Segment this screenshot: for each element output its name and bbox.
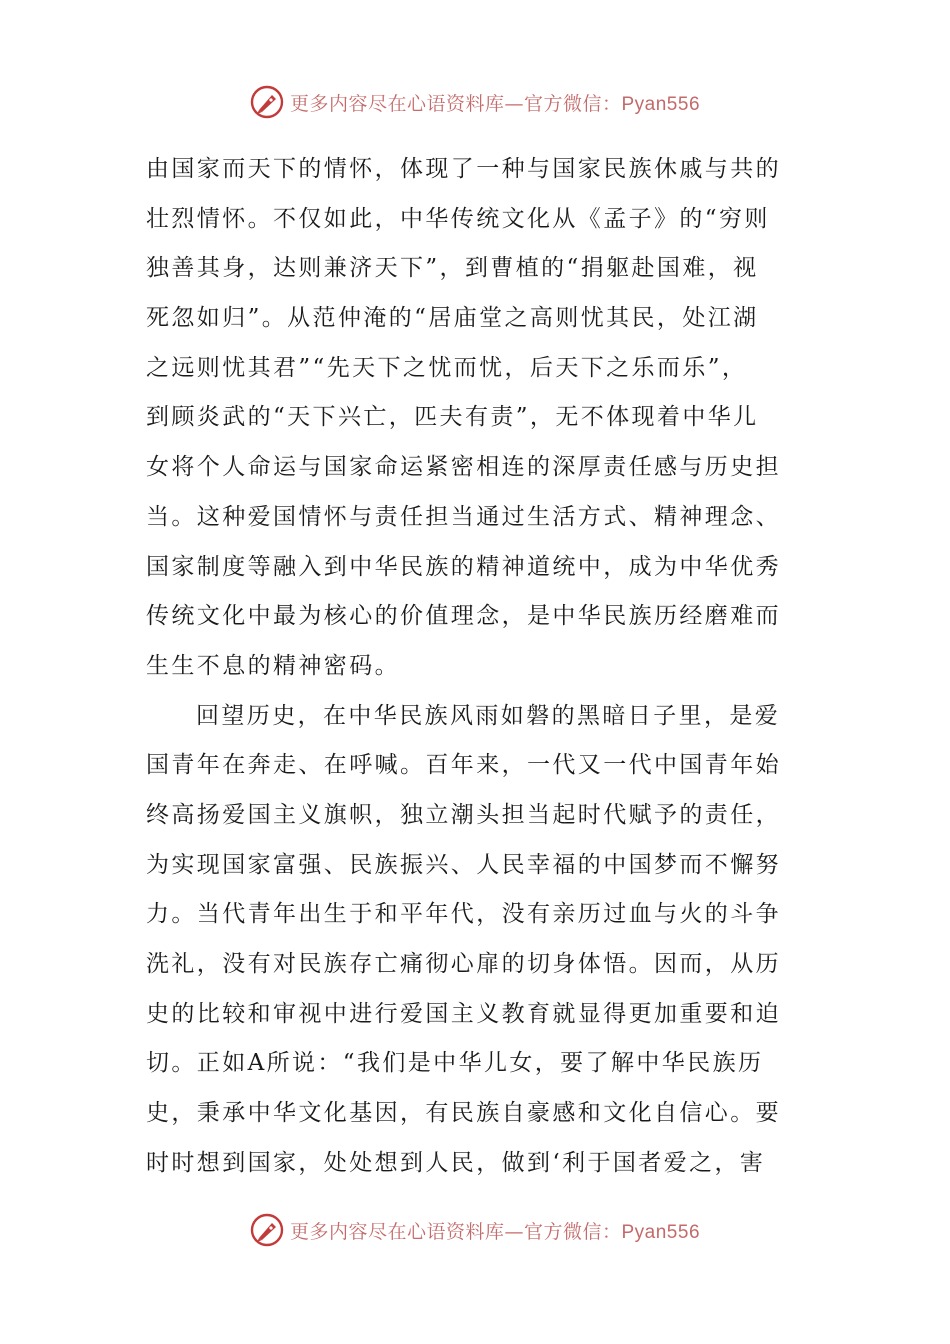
header-watermark-banner: [0, 82, 950, 122]
watermark-group: [250, 1213, 700, 1247]
text-line: 由国家而天下的情怀，体现了一种与国家民族休戚与共的: [146, 156, 781, 182]
watermark-group: [250, 85, 700, 119]
watermark-site-text: 更多内容尽在心语资料库—官方微信：: [289, 92, 622, 115]
text-line: 切。正如A所说：“我们是中华儿女，要了解中华民族历: [146, 1050, 764, 1077]
text-line: 国青年在奔走、在呼喊。百年来，一代又一代中国青年始: [146, 752, 781, 779]
text-line: 之远则忧其君”“先天下之忧而忧，后天下之乐而乐”，: [146, 354, 748, 381]
text-line: 死忽如归”。从范仲淹的“居庙堂之高则忧其民，处江湖: [146, 305, 759, 332]
text-line: 终高扬爱国主义旗帜，独立潮头担当起时代赋予的责任，: [146, 801, 781, 828]
footer-watermark-banner: [0, 1210, 950, 1250]
text-line: 时时想到国家，处处想到人民，做到‘利于国者爱之，害: [146, 1149, 766, 1176]
watermark-text: [290, 1217, 700, 1244]
text-line: 回望历史，在中华民族风雨如磐的黑暗日子里，是爱: [196, 702, 781, 729]
text-line: 洗礼，没有对民族存亡痛彻心扉的切身体悟。因而，从历: [146, 951, 781, 977]
watermark-site-text: 更多内容尽在心语资料库—官方微信：: [289, 1220, 622, 1243]
text-line: 独善其身，达则兼济天下”，到曹植的“捐躯赴国难，视: [146, 255, 759, 282]
text-line: 当。这种爱国情怀与责任担当通过生活方式、精神理念、: [146, 503, 781, 530]
text-line: 力。当代青年出生于和平年代，没有亲历过血与火的斗争: [146, 901, 781, 928]
text-line: 到顾炎武的“天下兴亡，匹夫有责”，无不体现着中华儿: [146, 404, 759, 431]
text-line: 史，秉承中华文化基因，有民族自豪感和文化自信心。要: [146, 1100, 781, 1127]
watermark-wechat-id: Pyan556: [621, 1221, 701, 1243]
watermark-text: [290, 89, 700, 116]
text-line: 为实现国家富强、民族振兴、人民幸福的中国梦而不懈努: [146, 851, 781, 878]
document-body: [146, 145, 786, 1188]
text-line: 传统文化中最为核心的价值理念，是中华民族历经磨难而: [146, 603, 781, 630]
text-line: 史的比较和审视中进行爱国主义教育就显得更加重要和迫: [146, 1000, 781, 1027]
pen-nib-logo-icon: [250, 1213, 284, 1247]
text-line: 女将个人命运与国家命运紧密相连的深厚责任感与历史担: [146, 454, 781, 481]
pen-nib-logo-icon: [250, 85, 284, 119]
text-line: 壮烈情怀。不仅如此，中华传统文化从《孟子》的“穷则: [146, 205, 770, 232]
text-line: 生生不息的精神密码。: [146, 652, 400, 679]
text-line: 国家制度等融入到中华民族的精神道统中，成为中华优秀: [146, 553, 781, 580]
watermark-wechat-id: Pyan556: [621, 93, 701, 115]
